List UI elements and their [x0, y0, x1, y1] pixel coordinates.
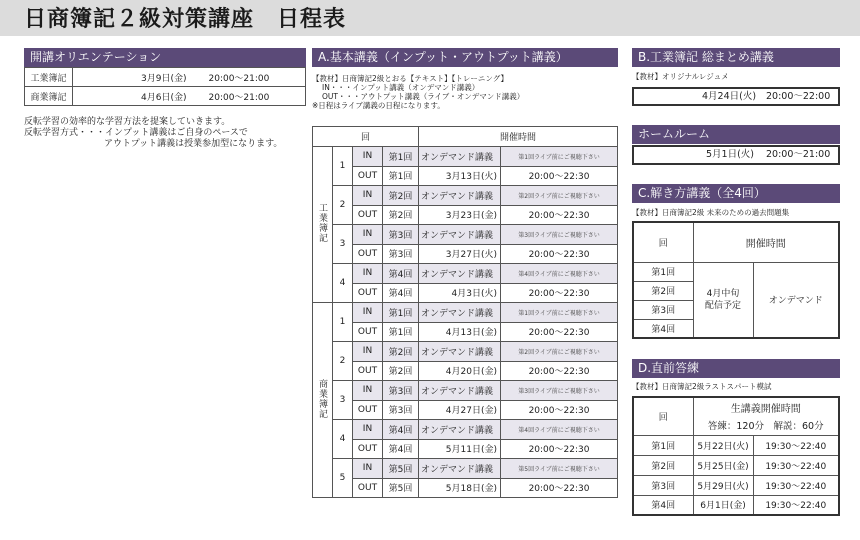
basic-in-row — [313, 303, 618, 323]
basic-group-label — [313, 147, 333, 303]
basic-in-note: 第1回ライブ前にご視聴下さい — [501, 147, 618, 167]
basic-out-kai: 第2回 — [383, 361, 419, 381]
final-col-kai: 回 — [633, 397, 693, 435]
basic-group-name: 工業簿記 — [317, 203, 327, 243]
basic-col-kai: 回 — [313, 127, 419, 147]
final-row — [633, 455, 839, 475]
basic-lesson-number: 5 — [333, 459, 353, 498]
orientation-date: 3月9日(金) — [73, 68, 193, 87]
basic-out-label: OUT — [353, 244, 383, 264]
basic-out-label: OUT — [353, 439, 383, 459]
orientation-note-2: 反転学習方式・・・インプット講義はご自身のペースで — [24, 128, 248, 138]
summary-time: 20:00～22:00 — [766, 91, 831, 102]
basic-out-kai: 第4回 — [383, 439, 419, 459]
homeroom-date: 5月1日(火) — [706, 149, 755, 160]
solving-row — [633, 262, 839, 281]
basic-in-mode: オンデマンド講義 — [419, 147, 501, 167]
basic-lesson-number: 2 — [333, 342, 353, 381]
basic-in-kai: 第1回 — [383, 303, 419, 323]
basic-in-mode: オンデマンド講義 — [419, 186, 501, 206]
solving-kai: 第2回 — [633, 281, 693, 300]
basic-in-note: 第5回ライブ前にご視聴下さい — [501, 459, 618, 479]
basic-in-row — [313, 264, 618, 284]
orientation-header: 開講オリエンテーション — [24, 48, 306, 67]
final-row — [633, 475, 839, 495]
basic-out-time: 20:00～22:30 — [501, 400, 618, 420]
basic-in-note: 第3回ライブ前にご視聴下さい — [501, 225, 618, 245]
basic-lesson-number: 4 — [333, 420, 353, 459]
basic-lesson-number: 4 — [333, 264, 353, 303]
basic-out-row — [313, 400, 618, 420]
orientation-note-3: アウトプット講義は授業参加型になります。 — [104, 139, 283, 149]
basic-out-label: OUT — [353, 478, 383, 498]
final-col-title: 生講義開催時間 — [693, 397, 839, 416]
basic-out-date: 3月27日(火) — [419, 244, 501, 264]
orientation-time: 20:00～21:00 — [193, 68, 306, 87]
basic-in-kai: 第4回 — [383, 264, 419, 284]
solving-kai: 第4回 — [633, 319, 693, 338]
solving-period-cell — [693, 262, 753, 338]
solving-period-note: 配信予定 — [704, 300, 741, 311]
orientation-date: 4月6日(金) — [73, 87, 193, 106]
basic-in-label: IN — [353, 303, 383, 323]
basic-in-row — [313, 342, 618, 362]
basic-lesson-number: 1 — [333, 303, 353, 342]
basic-out-label: OUT — [353, 166, 383, 186]
basic-in-mode: オンデマンド講義 — [419, 225, 501, 245]
basic-in-label: IN — [353, 147, 383, 167]
basic-out-time: 20:00～22:30 — [501, 283, 618, 303]
final-date: 6月1日(金) — [693, 495, 753, 515]
basic-in-label: IN — [353, 420, 383, 440]
basic-out-kai: 第1回 — [383, 166, 419, 186]
basic-in-mode: オンデマンド講義 — [419, 420, 501, 440]
basic-in-row — [313, 420, 618, 440]
basic-out-label: OUT — [353, 205, 383, 225]
orientation-subject: 工業簿記 — [25, 68, 73, 87]
basic-out-label: OUT — [353, 322, 383, 342]
final-time: 19:30～22:40 — [753, 435, 839, 455]
basic-in-kai: 第2回 — [383, 342, 419, 362]
basic-out-date: 4月3日(火) — [419, 283, 501, 303]
basic-out-note: OUT・・・アウトプット講義（ライブ・オンデマンド講義） — [322, 92, 525, 101]
basic-in-mode: オンデマンド講義 — [419, 459, 501, 479]
basic-out-label: OUT — [353, 400, 383, 420]
basic-out-date: 4月13日(金) — [419, 322, 501, 342]
orientation-note-1: 反転学習の効率的な学習方法を提案していきます。 — [24, 117, 231, 127]
final-kai: 第4回 — [633, 495, 693, 515]
basic-in-label: IN — [353, 264, 383, 284]
final-row — [633, 435, 839, 455]
basic-out-time: 20:00～22:30 — [501, 439, 618, 459]
basic-out-row — [313, 166, 618, 186]
final-time: 19:30～22:40 — [753, 475, 839, 495]
solving-table-header — [633, 222, 839, 262]
summary-box — [632, 87, 840, 106]
basic-out-row — [313, 361, 618, 381]
basic-group-label — [313, 303, 333, 498]
basic-in-row — [313, 225, 618, 245]
basic-schedule-table — [312, 126, 618, 498]
basic-col-time: 開催時間 — [419, 127, 618, 147]
solving-header: C.解き方講義（全4回） — [632, 184, 840, 203]
basic-in-label: IN — [353, 342, 383, 362]
basic-out-time: 20:00～22:30 — [501, 166, 618, 186]
final-table — [632, 396, 840, 516]
solving-material: 【教材】日商簿記2級 未来のための過去問題集 — [632, 208, 790, 217]
basic-in-label: IN — [353, 225, 383, 245]
basic-out-time: 20:00～22:30 — [501, 205, 618, 225]
basic-out-row — [313, 205, 618, 225]
final-material: 【教材】日商簿記2級ラストスパート模試 — [632, 382, 772, 391]
basic-in-kai: 第3回 — [383, 225, 419, 245]
basic-in-note: 第2回ライブ前にご視聴下さい — [501, 186, 618, 206]
basic-out-row — [313, 322, 618, 342]
orientation-table — [24, 67, 306, 106]
basic-material: 【教材】日商簿記2級とおる【テキスト】【トレーニング】 — [312, 74, 508, 83]
basic-out-row — [313, 478, 618, 498]
final-kai: 第3回 — [633, 475, 693, 495]
basic-lesson-number: 1 — [333, 147, 353, 186]
final-col-sub: 答練：120分 解説：60分 — [693, 416, 839, 435]
basic-header: A.基本講義（インプット・アウトプット講義） — [312, 48, 618, 67]
summary-date: 4月24日(火) — [702, 91, 757, 102]
final-time: 19:30～22:40 — [753, 455, 839, 475]
final-row — [633, 495, 839, 515]
solving-mode: オンデマンド — [753, 262, 839, 338]
solving-table — [632, 221, 840, 339]
basic-in-label: IN — [353, 186, 383, 206]
basic-schedule-note: ※日程はライブ講義の日程になります。 — [312, 101, 445, 110]
summary-material: 【教材】オリジナルレジュメ — [632, 72, 729, 81]
solving-period: 4月中旬 — [706, 288, 740, 299]
homeroom-header: ホームルーム — [632, 125, 840, 144]
basic-in-row — [313, 381, 618, 401]
basic-out-time: 20:00～22:30 — [501, 244, 618, 264]
basic-in-kai: 第4回 — [383, 420, 419, 440]
basic-out-date: 5月11日(金) — [419, 439, 501, 459]
basic-lesson-number: 2 — [333, 186, 353, 225]
basic-out-row — [313, 244, 618, 264]
basic-out-kai: 第3回 — [383, 400, 419, 420]
orientation-row — [25, 87, 306, 106]
final-kai: 第1回 — [633, 435, 693, 455]
basic-in-mode: オンデマンド講義 — [419, 381, 501, 401]
basic-out-time: 20:00～22:30 — [501, 478, 618, 498]
homeroom-time: 20:00～21:00 — [766, 149, 831, 160]
final-date: 5月22日(火) — [693, 435, 753, 455]
solving-kai: 第3回 — [633, 300, 693, 319]
basic-in-kai: 第2回 — [383, 186, 419, 206]
basic-in-row — [313, 147, 618, 167]
basic-in-row — [313, 186, 618, 206]
basic-out-kai: 第2回 — [383, 205, 419, 225]
orientation-time: 20:00～21:00 — [193, 87, 306, 106]
basic-out-label: OUT — [353, 361, 383, 381]
basic-out-row — [313, 283, 618, 303]
final-time: 19:30～22:40 — [753, 495, 839, 515]
title-bar — [0, 0, 860, 36]
basic-out-time: 20:00～22:30 — [501, 361, 618, 381]
basic-out-date: 3月23日(金) — [419, 205, 501, 225]
basic-in-note: 第2回ライブ前にご視聴下さい — [501, 342, 618, 362]
basic-in-kai: 第5回 — [383, 459, 419, 479]
final-kai: 第2回 — [633, 455, 693, 475]
final-header: D.直前答練 — [632, 359, 840, 378]
page-title: 日商簿記２級対策講座 日程表 — [24, 7, 347, 32]
basic-in-note: 第4回ライブ前にご視聴下さい — [501, 420, 618, 440]
orientation-row — [25, 68, 306, 87]
basic-in-label: IN — [353, 381, 383, 401]
basic-in-mode: オンデマンド講義 — [419, 303, 501, 323]
final-date: 5月25日(金) — [693, 455, 753, 475]
basic-in-note: 第3回ライブ前にご視聴下さい — [501, 381, 618, 401]
basic-in-kai: 第1回 — [383, 147, 419, 167]
basic-lesson-number: 3 — [333, 225, 353, 264]
solving-col-time: 開催時間 — [693, 222, 839, 262]
basic-out-date: 5月18日(金) — [419, 478, 501, 498]
basic-out-label: OUT — [353, 283, 383, 303]
basic-table-header — [313, 127, 618, 147]
homeroom-box — [632, 145, 840, 165]
basic-out-kai: 第5回 — [383, 478, 419, 498]
solving-col-kai: 回 — [633, 222, 693, 262]
basic-lesson-number: 3 — [333, 381, 353, 420]
basic-group-name: 商業簿記 — [317, 378, 327, 419]
basic-out-row — [313, 439, 618, 459]
basic-in-note: 第4回ライブ前にご視聴下さい — [501, 264, 618, 284]
basic-in-mode: オンデマンド講義 — [419, 342, 501, 362]
basic-description — [312, 74, 524, 110]
basic-out-time: 20:00～22:30 — [501, 322, 618, 342]
solving-kai: 第1回 — [633, 262, 693, 281]
basic-out-kai: 第4回 — [383, 283, 419, 303]
basic-out-kai: 第3回 — [383, 244, 419, 264]
summary-header: B.工業簿記 総まとめ講義 — [632, 48, 840, 67]
orientation-subject: 商業簿記 — [25, 87, 73, 106]
final-table-header — [633, 397, 839, 416]
basic-out-kai: 第1回 — [383, 322, 419, 342]
basic-in-note: 第1回ライブ前にご視聴下さい — [501, 303, 618, 323]
final-date: 5月29日(火) — [693, 475, 753, 495]
basic-in-mode: オンデマンド講義 — [419, 264, 501, 284]
basic-out-date: 4月27日(金) — [419, 400, 501, 420]
basic-in-row — [313, 459, 618, 479]
basic-in-note: IN・・・インプット講義（オンデマンド講義） — [322, 83, 480, 92]
basic-in-kai: 第3回 — [383, 381, 419, 401]
basic-in-label: IN — [353, 459, 383, 479]
basic-out-date: 3月13日(火) — [419, 166, 501, 186]
basic-out-date: 4月20日(金) — [419, 361, 501, 381]
